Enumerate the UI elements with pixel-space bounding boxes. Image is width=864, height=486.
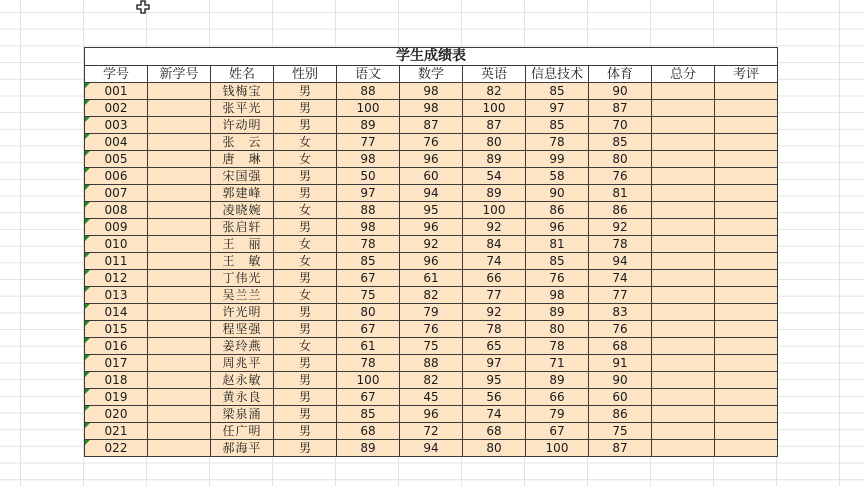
cell-id[interactable]: 017 [85, 355, 148, 372]
cell-math[interactable]: 96 [400, 151, 463, 168]
cell-eval[interactable] [715, 117, 778, 134]
cell-id[interactable]: 004 [85, 134, 148, 151]
cell-total[interactable] [652, 185, 715, 202]
cell-new-id[interactable] [148, 168, 211, 185]
cell-total[interactable] [652, 83, 715, 100]
cell-new-id[interactable] [148, 423, 211, 440]
cell-gender[interactable]: 女 [274, 202, 337, 219]
cell-chinese[interactable]: 67 [337, 270, 400, 287]
cell-total[interactable] [652, 253, 715, 270]
table-row [85, 219, 778, 236]
cell-name[interactable]: 丁伟光 [211, 270, 274, 287]
cell-total[interactable] [652, 338, 715, 355]
cell-english[interactable]: 74 [463, 406, 526, 423]
cell-it[interactable]: 58 [526, 168, 589, 185]
cell-english[interactable]: 66 [463, 270, 526, 287]
table-row [85, 117, 778, 134]
cell-name[interactable]: 王 丽 [211, 236, 274, 253]
cell-name[interactable]: 程坚强 [211, 321, 274, 338]
cell-chinese[interactable]: 77 [337, 134, 400, 151]
cell-math[interactable]: 96 [400, 406, 463, 423]
cell-it[interactable]: 79 [526, 406, 589, 423]
cell-math[interactable]: 72 [400, 423, 463, 440]
cell-id[interactable]: 009 [85, 219, 148, 236]
cell-id[interactable]: 005 [85, 151, 148, 168]
cell-id[interactable]: 008 [85, 202, 148, 219]
table-row [85, 185, 778, 202]
cell-new-id[interactable] [148, 117, 211, 134]
cell-gender[interactable]: 男 [274, 389, 337, 406]
header-chinese[interactable]: 语文 [337, 66, 400, 83]
cell-name[interactable]: 赵永敏 [211, 372, 274, 389]
cell-chinese[interactable]: 85 [337, 253, 400, 270]
cell-it[interactable]: 76 [526, 270, 589, 287]
cell-total[interactable] [652, 389, 715, 406]
cell-math[interactable]: 76 [400, 321, 463, 338]
cell-new-id[interactable] [148, 304, 211, 321]
cell-name[interactable]: 郭建峰 [211, 185, 274, 202]
cell-total[interactable] [652, 423, 715, 440]
cell-it[interactable]: 90 [526, 185, 589, 202]
cell-english[interactable]: 92 [463, 219, 526, 236]
cell-new-id[interactable] [148, 253, 211, 270]
cell-eval[interactable] [715, 185, 778, 202]
cell-gender[interactable]: 男 [274, 219, 337, 236]
cell-pe[interactable]: 75 [589, 423, 652, 440]
cell-eval[interactable] [715, 253, 778, 270]
cell-english[interactable]: 89 [463, 185, 526, 202]
cell-name[interactable]: 张启轩 [211, 219, 274, 236]
cell-chinese[interactable]: 75 [337, 287, 400, 304]
cell-english[interactable]: 97 [463, 355, 526, 372]
cell-new-id[interactable] [148, 440, 211, 457]
cell-math[interactable]: 88 [400, 355, 463, 372]
header-gender[interactable]: 性别 [274, 66, 337, 83]
cell-total[interactable] [652, 151, 715, 168]
cell-name[interactable]: 张平光 [211, 100, 274, 117]
table-row [85, 253, 778, 270]
cell-eval[interactable] [715, 423, 778, 440]
cell-it[interactable]: 85 [526, 117, 589, 134]
table-row [85, 151, 778, 168]
cell-pe[interactable]: 85 [589, 134, 652, 151]
cell-math[interactable]: 96 [400, 219, 463, 236]
cell-select-cursor-icon [136, 0, 150, 14]
cell-english[interactable]: 65 [463, 338, 526, 355]
cell-id[interactable]: 018 [85, 372, 148, 389]
cell-english[interactable]: 80 [463, 440, 526, 457]
cell-id[interactable]: 012 [85, 270, 148, 287]
table-row [85, 83, 778, 100]
cell-it[interactable]: 98 [526, 287, 589, 304]
cell-pe[interactable]: 81 [589, 185, 652, 202]
cell-eval[interactable] [715, 304, 778, 321]
cell-eval[interactable] [715, 406, 778, 423]
cell-gender[interactable]: 男 [274, 406, 337, 423]
cell-total[interactable] [652, 406, 715, 423]
sheet-title[interactable]: 学生成绩表 [85, 48, 778, 66]
table-row [85, 355, 778, 372]
cell-it[interactable]: 66 [526, 389, 589, 406]
cell-chinese[interactable]: 89 [337, 117, 400, 134]
cell-name[interactable]: 钱梅宝 [211, 83, 274, 100]
cell-total[interactable] [652, 168, 715, 185]
cell-pe[interactable]: 74 [589, 270, 652, 287]
cell-name[interactable]: 梁泉涌 [211, 406, 274, 423]
cell-new-id[interactable] [148, 219, 211, 236]
cell-new-id[interactable] [148, 236, 211, 253]
cell-math[interactable]: 61 [400, 270, 463, 287]
cell-chinese[interactable]: 85 [337, 406, 400, 423]
cell-gender[interactable]: 男 [274, 185, 337, 202]
cell-id[interactable]: 003 [85, 117, 148, 134]
cell-new-id[interactable] [148, 202, 211, 219]
cell-eval[interactable] [715, 151, 778, 168]
header-eval[interactable]: 考评 [715, 66, 778, 83]
table-row [85, 440, 778, 457]
cell-pe[interactable]: 68 [589, 338, 652, 355]
cell-english[interactable]: 74 [463, 253, 526, 270]
cell-it[interactable]: 80 [526, 321, 589, 338]
cell-id[interactable]: 001 [85, 83, 148, 100]
header-row [85, 66, 778, 83]
cell-gender[interactable]: 女 [274, 236, 337, 253]
cell-eval[interactable] [715, 236, 778, 253]
cell-math[interactable]: 96 [400, 253, 463, 270]
cell-eval[interactable] [715, 270, 778, 287]
header-total[interactable]: 总分 [652, 66, 715, 83]
cell-pe[interactable]: 70 [589, 117, 652, 134]
cell-name[interactable]: 王 敏 [211, 253, 274, 270]
cell-pe[interactable]: 87 [589, 440, 652, 457]
cell-math[interactable]: 82 [400, 372, 463, 389]
cell-chinese[interactable]: 78 [337, 355, 400, 372]
cell-gender[interactable]: 女 [274, 287, 337, 304]
cell-english[interactable]: 84 [463, 236, 526, 253]
table-row [85, 389, 778, 406]
table-row [85, 168, 778, 185]
cell-total[interactable] [652, 372, 715, 389]
cell-pe[interactable]: 80 [589, 151, 652, 168]
table-row [85, 236, 778, 253]
cell-new-id[interactable] [148, 100, 211, 117]
cell-math[interactable]: 79 [400, 304, 463, 321]
header-new-id[interactable]: 新学号 [148, 66, 211, 83]
cell-it[interactable]: 97 [526, 100, 589, 117]
cell-it[interactable]: 100 [526, 440, 589, 457]
cell-english[interactable]: 80 [463, 134, 526, 151]
title-row [85, 48, 778, 66]
cell-pe[interactable]: 94 [589, 253, 652, 270]
cell-it[interactable]: 89 [526, 372, 589, 389]
cell-name[interactable]: 唐 琳 [211, 151, 274, 168]
cell-id[interactable]: 007 [85, 185, 148, 202]
cell-pe[interactable]: 90 [589, 83, 652, 100]
header-it[interactable]: 信息技术 [526, 66, 589, 83]
cell-it[interactable]: 99 [526, 151, 589, 168]
cell-chinese[interactable]: 100 [337, 372, 400, 389]
cell-pe[interactable]: 92 [589, 219, 652, 236]
cell-english[interactable]: 95 [463, 372, 526, 389]
cell-total[interactable] [652, 270, 715, 287]
cell-name[interactable]: 郝海平 [211, 440, 274, 457]
cell-english[interactable]: 82 [463, 83, 526, 100]
cell-eval[interactable] [715, 168, 778, 185]
cell-pe[interactable]: 77 [589, 287, 652, 304]
cell-name[interactable]: 黄永良 [211, 389, 274, 406]
cell-it[interactable]: 85 [526, 83, 589, 100]
cell-pe[interactable]: 87 [589, 100, 652, 117]
cell-math[interactable]: 98 [400, 83, 463, 100]
cell-eval[interactable] [715, 134, 778, 151]
cell-id[interactable]: 021 [85, 423, 148, 440]
cell-gender[interactable]: 男 [274, 117, 337, 134]
cell-chinese[interactable]: 78 [337, 236, 400, 253]
cell-new-id[interactable] [148, 270, 211, 287]
cell-id[interactable]: 002 [85, 100, 148, 117]
cell-id[interactable]: 011 [85, 253, 148, 270]
cell-it[interactable]: 89 [526, 304, 589, 321]
cell-chinese[interactable]: 61 [337, 338, 400, 355]
cell-total[interactable] [652, 236, 715, 253]
cell-name[interactable]: 凌晓婉 [211, 202, 274, 219]
cell-pe[interactable]: 76 [589, 321, 652, 338]
cell-english[interactable]: 92 [463, 304, 526, 321]
cell-chinese[interactable]: 98 [337, 219, 400, 236]
cell-total[interactable] [652, 100, 715, 117]
cell-gender[interactable]: 女 [274, 151, 337, 168]
cell-math[interactable]: 87 [400, 117, 463, 134]
cell-it[interactable]: 86 [526, 202, 589, 219]
cell-name[interactable]: 吴兰兰 [211, 287, 274, 304]
cell-english[interactable]: 77 [463, 287, 526, 304]
cell-id[interactable]: 019 [85, 389, 148, 406]
cell-it[interactable]: 78 [526, 338, 589, 355]
cell-it[interactable]: 85 [526, 253, 589, 270]
cell-english[interactable]: 100 [463, 100, 526, 117]
cell-math[interactable]: 76 [400, 134, 463, 151]
cell-english[interactable]: 78 [463, 321, 526, 338]
cell-gender[interactable]: 男 [274, 270, 337, 287]
cell-math[interactable]: 94 [400, 185, 463, 202]
table-row [85, 287, 778, 304]
cell-eval[interactable] [715, 202, 778, 219]
header-pe[interactable]: 体育 [589, 66, 652, 83]
header-english[interactable]: 英语 [463, 66, 526, 83]
cell-chinese[interactable]: 89 [337, 440, 400, 457]
cell-math[interactable]: 95 [400, 202, 463, 219]
cell-id[interactable]: 006 [85, 168, 148, 185]
cell-total[interactable] [652, 117, 715, 134]
cell-name[interactable]: 许光明 [211, 304, 274, 321]
cell-name[interactable]: 张 云 [211, 134, 274, 151]
table-row [85, 321, 778, 338]
cell-eval[interactable] [715, 372, 778, 389]
cell-it[interactable]: 81 [526, 236, 589, 253]
cell-math[interactable]: 75 [400, 338, 463, 355]
table-row [85, 270, 778, 287]
table-row [85, 100, 778, 117]
cell-chinese[interactable]: 68 [337, 423, 400, 440]
cell-math[interactable]: 82 [400, 287, 463, 304]
cell-chinese[interactable]: 98 [337, 151, 400, 168]
grade-body [85, 83, 778, 457]
cell-gender[interactable]: 男 [274, 100, 337, 117]
cell-it[interactable]: 67 [526, 423, 589, 440]
cell-gender[interactable]: 女 [274, 338, 337, 355]
cell-english[interactable]: 87 [463, 117, 526, 134]
cell-new-id[interactable] [148, 389, 211, 406]
header-name[interactable]: 姓名 [211, 66, 274, 83]
cell-gender[interactable]: 男 [274, 372, 337, 389]
cell-new-id[interactable] [148, 321, 211, 338]
cell-id[interactable]: 016 [85, 338, 148, 355]
cell-id[interactable]: 020 [85, 406, 148, 423]
cell-name[interactable]: 许动明 [211, 117, 274, 134]
cell-eval[interactable] [715, 321, 778, 338]
cell-chinese[interactable]: 100 [337, 100, 400, 117]
cell-it[interactable]: 96 [526, 219, 589, 236]
cell-gender[interactable]: 男 [274, 355, 337, 372]
cell-gender[interactable]: 男 [274, 168, 337, 185]
cell-total[interactable] [652, 440, 715, 457]
cell-new-id[interactable] [148, 338, 211, 355]
cell-it[interactable]: 78 [526, 134, 589, 151]
student-grade-table [84, 47, 778, 457]
table-row [85, 423, 778, 440]
cell-id[interactable]: 013 [85, 287, 148, 304]
cell-it[interactable]: 71 [526, 355, 589, 372]
cell-pe[interactable]: 91 [589, 355, 652, 372]
cell-total[interactable] [652, 134, 715, 151]
cell-pe[interactable]: 90 [589, 372, 652, 389]
cell-gender[interactable]: 男 [274, 83, 337, 100]
cell-total[interactable] [652, 304, 715, 321]
cell-english[interactable]: 68 [463, 423, 526, 440]
table-row [85, 202, 778, 219]
cell-eval[interactable] [715, 100, 778, 117]
cell-total[interactable] [652, 202, 715, 219]
cell-id[interactable]: 014 [85, 304, 148, 321]
cell-english[interactable]: 100 [463, 202, 526, 219]
cell-eval[interactable] [715, 440, 778, 457]
cell-id[interactable]: 022 [85, 440, 148, 457]
cell-gender[interactable]: 男 [274, 440, 337, 457]
cell-id[interactable]: 010 [85, 236, 148, 253]
cell-chinese[interactable]: 80 [337, 304, 400, 321]
cell-math[interactable]: 98 [400, 100, 463, 117]
cell-pe[interactable]: 78 [589, 236, 652, 253]
cell-chinese[interactable]: 50 [337, 168, 400, 185]
cell-eval[interactable] [715, 287, 778, 304]
cell-new-id[interactable] [148, 185, 211, 202]
table-row [85, 406, 778, 423]
cell-chinese[interactable]: 88 [337, 202, 400, 219]
cell-gender[interactable]: 男 [274, 423, 337, 440]
cell-eval[interactable] [715, 389, 778, 406]
cell-math[interactable]: 45 [400, 389, 463, 406]
cell-pe[interactable]: 86 [589, 406, 652, 423]
cell-total[interactable] [652, 355, 715, 372]
cell-name[interactable]: 姜玲燕 [211, 338, 274, 355]
cell-pe[interactable]: 86 [589, 202, 652, 219]
cell-pe[interactable]: 76 [589, 168, 652, 185]
cell-eval[interactable] [715, 338, 778, 355]
table-row [85, 134, 778, 151]
cell-english[interactable]: 89 [463, 151, 526, 168]
cell-english[interactable]: 56 [463, 389, 526, 406]
cell-total[interactable] [652, 219, 715, 236]
cell-name[interactable]: 任广明 [211, 423, 274, 440]
cell-new-id[interactable] [148, 83, 211, 100]
cell-gender[interactable]: 女 [274, 253, 337, 270]
cell-name[interactable]: 周兆平 [211, 355, 274, 372]
header-id[interactable]: 学号 [85, 66, 148, 83]
cell-total[interactable] [652, 321, 715, 338]
cell-math[interactable]: 60 [400, 168, 463, 185]
cell-total[interactable] [652, 287, 715, 304]
cell-id[interactable]: 015 [85, 321, 148, 338]
cell-gender[interactable]: 男 [274, 321, 337, 338]
cell-new-id[interactable] [148, 287, 211, 304]
cell-new-id[interactable] [148, 406, 211, 423]
cell-math[interactable]: 92 [400, 236, 463, 253]
cell-eval[interactable] [715, 219, 778, 236]
cell-eval[interactable] [715, 83, 778, 100]
cell-gender[interactable]: 男 [274, 304, 337, 321]
cell-pe[interactable]: 60 [589, 389, 652, 406]
table-row [85, 304, 778, 321]
cell-chinese[interactable]: 67 [337, 321, 400, 338]
cell-eval[interactable] [715, 355, 778, 372]
cell-chinese[interactable]: 88 [337, 83, 400, 100]
cell-chinese[interactable]: 67 [337, 389, 400, 406]
cell-new-id[interactable] [148, 355, 211, 372]
cell-pe[interactable]: 83 [589, 304, 652, 321]
header-math[interactable]: 数学 [400, 66, 463, 83]
table-row [85, 372, 778, 389]
table-row [85, 338, 778, 355]
cell-new-id[interactable] [148, 151, 211, 168]
cell-new-id[interactable] [148, 372, 211, 389]
cell-gender[interactable]: 女 [274, 134, 337, 151]
cell-math[interactable]: 94 [400, 440, 463, 457]
cell-new-id[interactable] [148, 134, 211, 151]
cell-chinese[interactable]: 97 [337, 185, 400, 202]
cell-english[interactable]: 54 [463, 168, 526, 185]
cell-name[interactable]: 宋国强 [211, 168, 274, 185]
